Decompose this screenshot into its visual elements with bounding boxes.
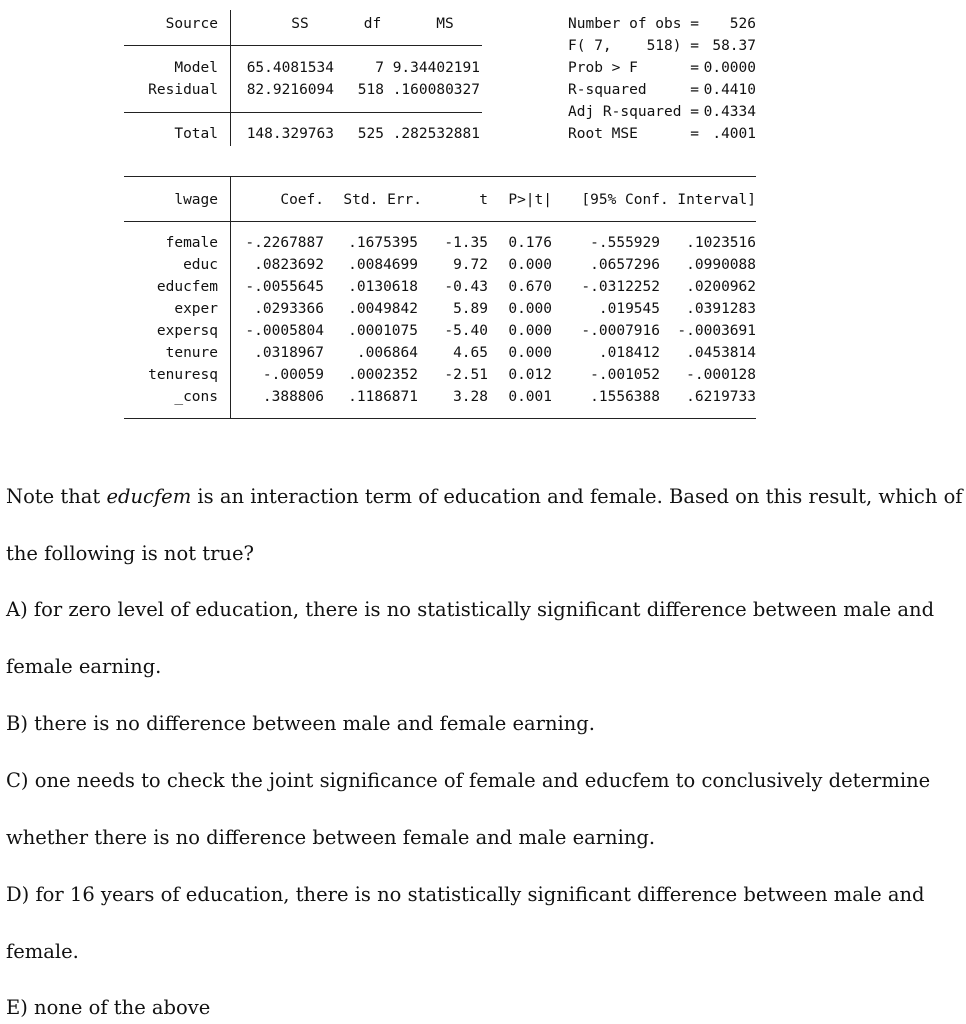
stat-label: Number of obs = <box>568 16 699 32</box>
coef-value: .388806 <box>262 389 324 405</box>
stat-value: 0.4410 <box>703 82 756 98</box>
anova-row-ss: 148.329763 <box>246 126 334 142</box>
coef-top-rule <box>124 176 756 177</box>
stat-label: Prob > F = <box>568 60 699 76</box>
coef-t: -2.51 <box>444 367 488 383</box>
stat-label: R-squared = <box>568 82 699 98</box>
anova-row-ms: 9.34402191 <box>392 60 480 76</box>
coef-var: tenure <box>165 345 218 361</box>
option-c-line2: whether there is no difference between female and male earning. <box>6 826 656 849</box>
coef-ci-low: .018412 <box>598 345 660 361</box>
coef-ci-high: .1023516 <box>686 235 756 251</box>
coef-t: -0.43 <box>444 279 488 295</box>
coef-p: 0.000 <box>508 345 552 361</box>
stat-label: Root MSE = <box>568 126 699 142</box>
coef-ci-high: .0990088 <box>686 257 756 273</box>
anova-row-ss: 82.9216094 <box>246 82 334 98</box>
coef-value: -.00059 <box>262 367 324 383</box>
coef-var: educfem <box>156 279 218 295</box>
coef-ci-low: -.0312252 <box>581 279 660 295</box>
coef-se: .0049842 <box>348 301 418 317</box>
stat-label: F( 7, 518) = <box>568 38 699 54</box>
option-e: E) none of the above <box>6 996 211 1019</box>
coef-se: .0084699 <box>348 257 418 273</box>
coef-se: .1186871 <box>348 389 418 405</box>
coef-value: -.2267887 <box>245 235 324 251</box>
anova-header-ss: SS <box>291 16 309 32</box>
option-d: D) for 16 years of education, there is no statistically significant difference between male and <box>6 883 925 906</box>
coef-se: .0002352 <box>348 367 418 383</box>
coef-p: 0.000 <box>508 257 552 273</box>
stat-value: .4001 <box>712 126 756 142</box>
anova-row-df: 518 <box>357 82 384 98</box>
coef-value: .0293366 <box>254 301 324 317</box>
note-prefix: Note that <box>6 485 107 508</box>
coef-value: -.0005804 <box>245 323 324 339</box>
anova-row-df: 7 <box>375 60 384 76</box>
stat-value: 0.0000 <box>703 60 756 76</box>
option-b: B) there is no difference between male and female earning. <box>6 712 595 735</box>
anova-row-source: Residual <box>148 82 218 98</box>
anova-row-source: Model <box>174 60 218 76</box>
stat-value: 58.37 <box>712 38 756 54</box>
coef-value: .0318967 <box>254 345 324 361</box>
coef-ci-high: .6219733 <box>686 389 756 405</box>
coef-ci-high: -.000128 <box>686 367 756 383</box>
coef-header-t: t <box>479 192 488 208</box>
coef-var: tenuresq <box>148 367 218 383</box>
coef-var: female <box>165 235 218 251</box>
coef-t: -1.35 <box>444 235 488 251</box>
option-d-line2: female. <box>6 940 79 963</box>
option-a: A) for zero level of education, there is no statistically significant difference between male and <box>6 598 935 621</box>
coef-value: -.0055645 <box>245 279 324 295</box>
coef-p: 0.000 <box>508 301 552 317</box>
coef-ci-high: .0453814 <box>686 345 756 361</box>
coef-header-ci: [95% Conf. Interval] <box>581 192 756 208</box>
coef-t: 4.65 <box>453 345 488 361</box>
coef-ci-low: -.0007916 <box>581 323 660 339</box>
coef-p: 0.176 <box>508 235 552 251</box>
option-a-line2: female earning. <box>6 655 162 678</box>
coef-t: -5.40 <box>444 323 488 339</box>
coef-header-se: Std. Err. <box>343 192 422 208</box>
coef-t: 5.89 <box>453 301 488 317</box>
coef-header-var: lwage <box>174 192 218 208</box>
stat-value: 526 <box>729 16 756 32</box>
coef-var: educ <box>183 257 218 273</box>
coef-p: 0.012 <box>508 367 552 383</box>
coef-ci-low: .1556388 <box>590 389 660 405</box>
question-note-line2: the following is not true? <box>6 542 254 565</box>
coef-var: exper <box>174 301 218 317</box>
coef-se: .0130618 <box>348 279 418 295</box>
anova-header-df: df <box>363 16 382 32</box>
anova-row-ms: .160080327 <box>392 82 480 98</box>
coef-t: 9.72 <box>453 257 488 273</box>
note-suffix: is an interaction term of education and female. Based on this result, which of <box>191 485 963 508</box>
coef-p: 0.000 <box>508 323 552 339</box>
coef-ci-high: -.0003691 <box>677 323 756 339</box>
coef-value: .0823692 <box>254 257 324 273</box>
coef-ci-high: .0391283 <box>686 301 756 317</box>
coef-header-p: P>|t| <box>508 192 552 208</box>
coef-se: .1675395 <box>348 235 418 251</box>
anova-divider <box>230 10 231 146</box>
stat-value: 0.4334 <box>703 104 756 120</box>
coef-header-rule <box>124 221 756 222</box>
coef-se: .006864 <box>356 345 418 361</box>
coef-header-coef: Coef. <box>280 192 324 208</box>
coef-ci-high: .0200962 <box>686 279 756 295</box>
anova-total-rule <box>124 112 482 113</box>
coef-ci-low: .0657296 <box>590 257 660 273</box>
stat-label: Adj R-squared = <box>568 104 699 120</box>
coef-var: expersq <box>156 323 218 339</box>
anova-header-source: Source <box>165 16 218 32</box>
coef-p: 0.670 <box>508 279 552 295</box>
anova-row-ms: .282532881 <box>392 126 480 142</box>
anova-row-ss: 65.4081534 <box>246 60 334 76</box>
note-term: educfem <box>106 485 192 508</box>
coef-p: 0.001 <box>508 389 552 405</box>
coef-t: 3.28 <box>453 389 488 405</box>
anova-row-df: 525 <box>357 126 384 142</box>
coef-var: _cons <box>174 389 218 405</box>
option-c: C) one needs to check the joint significance of female and educfem to conclusively determine <box>6 769 931 792</box>
question-note <box>6 484 963 510</box>
coef-bottom-rule <box>124 418 756 419</box>
anova-header-rule <box>124 45 482 46</box>
coef-ci-low: -.001052 <box>590 367 660 383</box>
coef-ci-low: .019545 <box>598 301 660 317</box>
coef-se: .0001075 <box>348 323 418 339</box>
anova-header-ms: MS <box>436 16 454 32</box>
anova-row-source: Total <box>174 126 218 142</box>
coef-ci-low: -.555929 <box>590 235 660 251</box>
